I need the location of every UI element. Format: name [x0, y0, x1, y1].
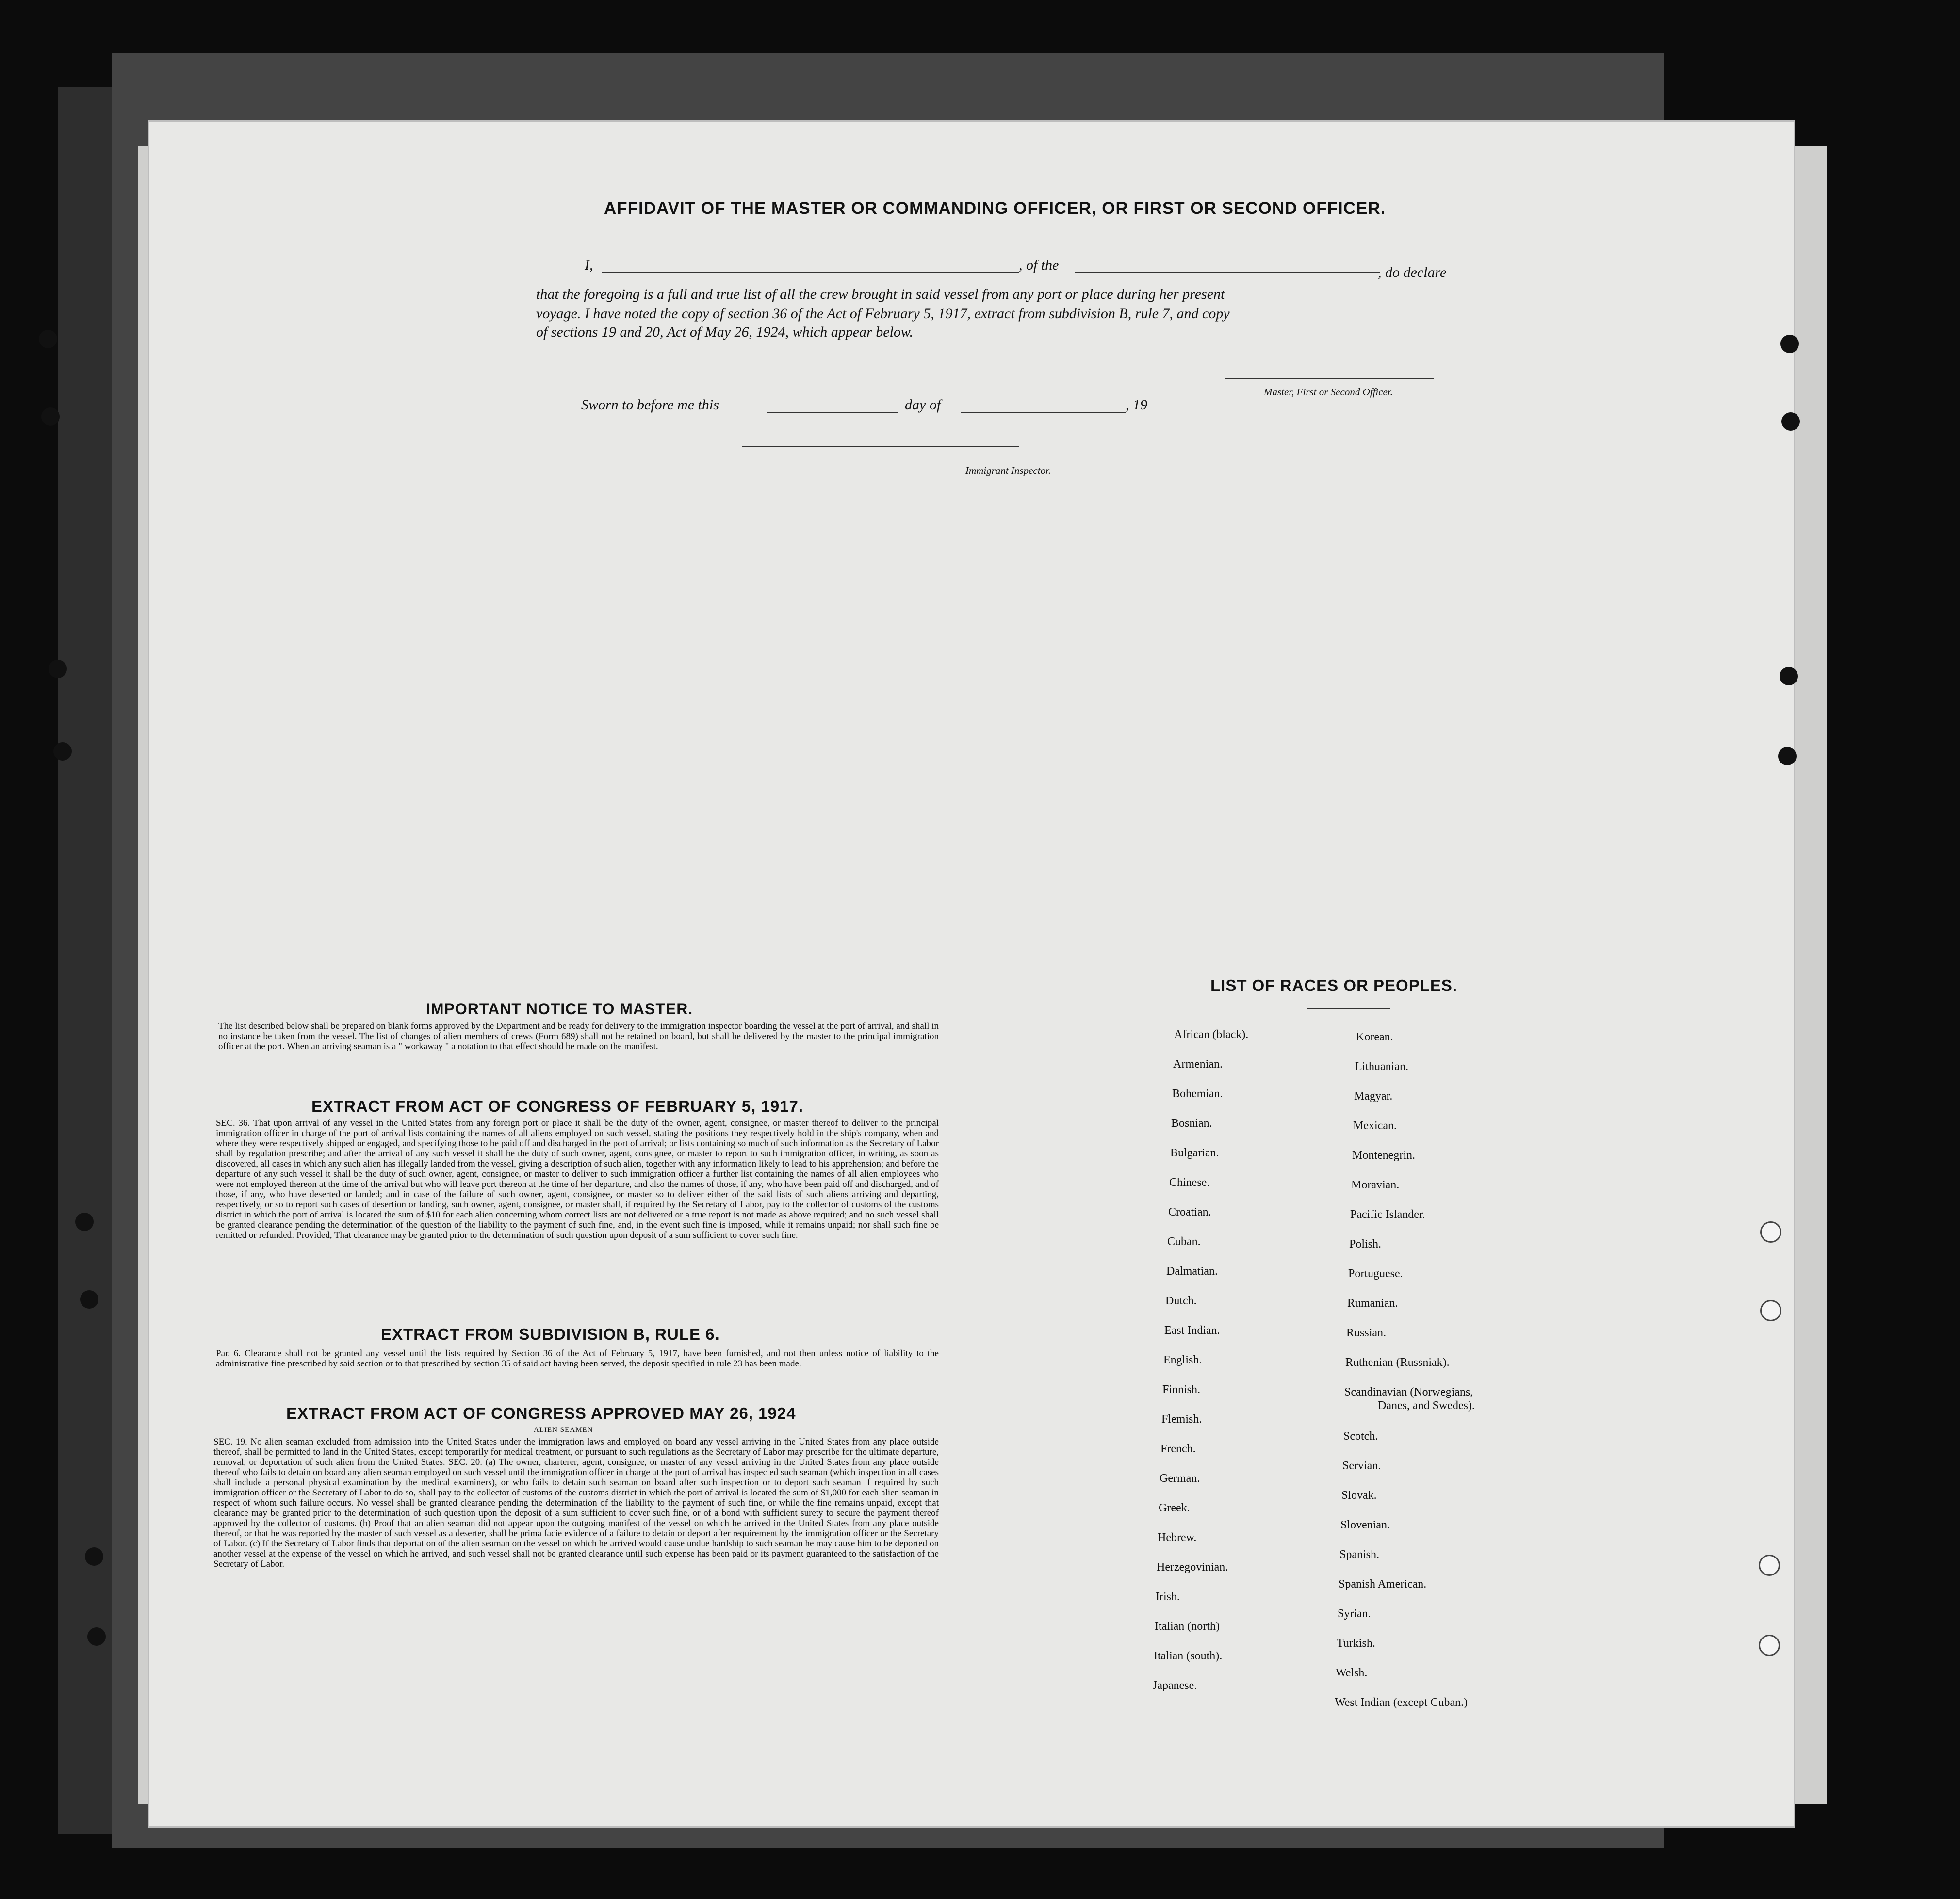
race-item: French. [1160, 1443, 1196, 1455]
race-item: Scotch. [1343, 1430, 1378, 1443]
punch-hole [80, 1290, 98, 1309]
sworn-month-line [961, 412, 1126, 413]
day-of-text: day of [905, 397, 941, 413]
extract-rule-body: Par. 6. Clearance shall not be granted any vessel until the lists required by Section 36 of the Act of February 5, 1917, have been furnished, and not then unless notice of liability to the administrative fine prescribed by said section or to that prescribed by section 35 of said act having been served, the deposit specified in rule 23 has been made. [216, 1348, 939, 1369]
punch-hole [1759, 1555, 1780, 1576]
master-label: Master, First or Second Officer. [1264, 386, 1393, 398]
race-item: Mexican. [1353, 1120, 1397, 1132]
race-item: Japanese. [1153, 1679, 1197, 1692]
affidavit-line-4: of sections 19 and 20, Act of May 26, 1924, which appear below. [536, 324, 914, 340]
punch-hole [87, 1627, 106, 1646]
race-item: Bohemian. [1172, 1087, 1223, 1100]
sworn-text: Sworn to before me this [581, 397, 719, 413]
race-item: Hebrew. [1158, 1531, 1197, 1544]
race-item: African (black). [1174, 1028, 1249, 1041]
inspector-label: Immigrant Inspector. [965, 465, 1051, 476]
race-item: Bosnian. [1171, 1117, 1212, 1130]
race-item: Welsh. [1336, 1667, 1368, 1679]
punch-hole [75, 1213, 94, 1231]
punch-hole [1778, 747, 1797, 765]
race-item: Danes, and Swedes). [1378, 1399, 1475, 1412]
race-item: Turkish. [1337, 1637, 1375, 1650]
race-item: Russian. [1346, 1327, 1387, 1339]
notice-body: The list described below shall be prepared on blank forms approved by the Department and be ready for delivery to the immigration inspector boarding the vessel at the port of arrival, and shall in no instance be taken from the vessel. The list of changes of alien members of crews (Form 689) shall not be retained on board, but shall be delivered by the master to the principal immigration officer at the port. When an arriving seaman is a " workaway " a notation to that effect should be made on the manifest. [218, 1021, 939, 1052]
race-item: Pacific Islander. [1350, 1208, 1425, 1221]
extract-rule-title: EXTRACT FROM SUBDIVISION B, RULE 6. [381, 1325, 720, 1343]
race-item: Scandinavian (Norwegians, [1344, 1386, 1473, 1398]
race-item: Polish. [1349, 1238, 1382, 1250]
race-item: Greek. [1159, 1502, 1190, 1514]
race-item: West Indian (except Cuban.) [1335, 1696, 1468, 1709]
race-item: Lithuanian. [1355, 1060, 1408, 1073]
race-item: Italian (north) [1155, 1620, 1220, 1633]
affidavit-do-declare: , do declare [1378, 264, 1447, 280]
race-item: Moravian. [1351, 1179, 1400, 1191]
punch-hole [85, 1547, 103, 1566]
race-item: East Indian. [1164, 1324, 1220, 1337]
extract-1917-title: EXTRACT FROM ACT OF CONGRESS OF FEBRUARY 5, 1917. [311, 1097, 804, 1115]
inspector-signature-line [742, 446, 1019, 447]
race-item: Servian. [1342, 1460, 1381, 1472]
race-item: Armenian. [1173, 1058, 1223, 1071]
affidavit-title: AFFIDAVIT OF THE MASTER OR COMMANDING OFFICER, OR FIRST OR SECOND OFFICER. [604, 199, 1386, 218]
notice-title: IMPORTANT NOTICE TO MASTER. [426, 1000, 693, 1018]
race-item: English. [1163, 1354, 1202, 1366]
punch-hole [1759, 1635, 1780, 1656]
name-line [602, 272, 1019, 273]
document-page [148, 120, 1795, 1828]
race-item: Syrian. [1338, 1607, 1371, 1620]
punch-hole [53, 742, 72, 761]
race-item: Magyar. [1354, 1090, 1393, 1103]
race-item: German. [1160, 1472, 1200, 1485]
extract-1924-subtitle: ALIEN SEAMEN [534, 1426, 593, 1434]
extract-1917-body: SEC. 36. That upon arrival of any vessel in the United States from any foreign port or place it shall be the duty of the owner, agent, consignee, or master thereof to deliver to the principal immigration officer in charge of the port of arrival lists containing the names of all aliens employed on such vessel, stating the positions they respectively hold in the ship's company, when and where they were respectively shipped or engaged, and specifying those to be paid off and discharged in the port of arrival; or lists containing so much of such information as the Secretary of Labor shall by regulation prescribe; and after the arrival of any such vessel it shall be the duty of such owner, agent, consignee, or master to report to such immigration officer, in writing, as soon as discovered, all cases in which any such alien has illegally landed from the vessel, giving a description of such alien, together with any information likely to lead to his apprehension; and before the departure of any such vessel it shall be the duty of such owner, agent, consignee, or master to deliver to such immigration officer a further list containing the names of all alien employees who were not employed thereon at the time of the arrival but who will leave port thereon at the time of her departure, and also the names of those, if any, who have been paid off and discharged, and of those, if any, who have deserted or landed; and in case of the failure of such owner, agent, consignee, or master so to deliver either of the said lists of such aliens arriving and departing, respectively, or so to report such cases of desertion or landing, such owner, agent, consignee, or master shall, if required by the Secretary of Labor, pay to the collector of customs of the customs district in which the port of arrival is located the sum of $10 for each alien concerning whom correct lists are not delivered or a true report is not made as above required; and no such vessel shall be granted clearance pending the determination of the question of the liability to the payment of such fine, and, in the event such fine is imposed, while it remains unpaid; nor shall such fine be remitted or refunded: Provided, That clearance may be granted prior to the determination of such question upon deposit of a sum sufficient to cover such fine. [216, 1118, 939, 1240]
master-signature-line [1225, 378, 1434, 379]
sworn-day-line [767, 412, 898, 413]
race-item: Irish. [1156, 1591, 1180, 1603]
race-item: Herzegovinian. [1157, 1561, 1228, 1574]
affidavit-line-3: voyage. I have noted the copy of section 36 of the Act of February 5, 1917, extract from subdivision B, rule 7, and copy [536, 306, 1230, 322]
race-item: Portuguese. [1348, 1267, 1403, 1280]
race-item: Finnish. [1162, 1383, 1201, 1396]
race-item: Italian (south). [1154, 1650, 1223, 1662]
punch-hole [39, 330, 57, 348]
punch-hole [1760, 1221, 1781, 1243]
races-title-underline [1307, 1008, 1390, 1009]
year-text: , 19 [1126, 397, 1147, 413]
affidavit-line-2: that the foregoing is a full and true list of all the crew brought in said vessel from any port or place during her present [536, 286, 1225, 302]
race-item: Flemish. [1161, 1413, 1202, 1426]
race-item: Slovak. [1341, 1489, 1377, 1502]
punch-hole [41, 407, 60, 426]
race-item: Slovenian. [1340, 1519, 1390, 1531]
race-item: Cuban. [1167, 1235, 1201, 1248]
affidavit-of-the: , of the [1019, 257, 1059, 273]
races-title: LIST OF RACES OR PEOPLES. [1210, 976, 1458, 994]
race-item: Rumanian. [1347, 1297, 1398, 1310]
race-item: Dalmatian. [1166, 1265, 1218, 1278]
race-item: Ruthenian (Russniak). [1345, 1356, 1450, 1369]
race-item: Chinese. [1169, 1176, 1210, 1189]
race-item: Croatian. [1168, 1206, 1211, 1218]
race-item: Dutch. [1165, 1295, 1197, 1307]
punch-hole [1780, 335, 1799, 353]
extract-1924-title: EXTRACT FROM ACT OF CONGRESS APPROVED MAY 26, 1924 [286, 1404, 796, 1422]
race-item: Montenegrin. [1352, 1149, 1415, 1162]
race-item: Spanish American. [1339, 1578, 1427, 1591]
punch-hole [1780, 667, 1798, 685]
race-item: Spanish. [1339, 1548, 1380, 1561]
affidavit-i: I, [585, 257, 593, 273]
punch-hole [1781, 412, 1800, 431]
race-item: Bulgarian. [1170, 1147, 1219, 1159]
race-item: Korean. [1356, 1031, 1393, 1043]
punch-hole [1760, 1300, 1781, 1321]
vessel-line [1075, 272, 1380, 273]
punch-hole [49, 660, 67, 678]
extract-1924-body: SEC. 19. No alien seaman excluded from admission into the United States under the immigration laws and employed on board any vessel arriving in the United States from any place outside thereof, shall be permitted to land in the United States, except temporarily for medical treatment, or pursuant to such regulations as the Secretary of Labor may prescribe for the ultimate departure, removal, or deportation of such alien from the United States. SEC. 20. (a) The owner, charterer, agent, consignee, or master of any vessel arriving in the United States from any place outside thereof who fails to detain on board any alien seaman employed on such vessel until the immigration officer in charge at the port of arrival has inspected such seaman (which inspection in all cases shall include a personal physical examination by the medical examiners), or who fails to detain such seaman on board after such inspection or to deport such seaman if required by such immigration officer or the Secretary of Labor to do so, shall pay to the collector of customs of the customs district in which the port of arrival is located the sum of $1,000 for each alien seaman in respect of whom such failure occurs. No vessel shall be granted clearance pending the determination of the liability to the payment of such fine, or while the fine remains unpaid, except that clearance may be granted prior to the determination of such question upon the deposit of a sum sufficient to cover such fine, or of a bond with sufficient surety to secure the payment thereof approved by the collector of customs. (b) Proof that an alien seaman did not appear upon the outgoing manifest of the vessel on which he arrived in the United States from any place outside thereof, or that he was reported by the master of such vessel as a deserter, shall be prima facie evidence of a failure to detain or deport after requirement by the immigration officer or the Secretary of Labor. (c) If the Secretary of Labor finds that deportation of the alien seaman on the vessel on which he arrived would cause undue hardship to such seaman he may cause him to be deported on another vessel at the expense of the vessel on which he arrived, and such vessel shall not be granted clearance until such expense has been paid or its payment guaranteed to the satisfaction of the Secretary of Labor. [213, 1437, 939, 1569]
